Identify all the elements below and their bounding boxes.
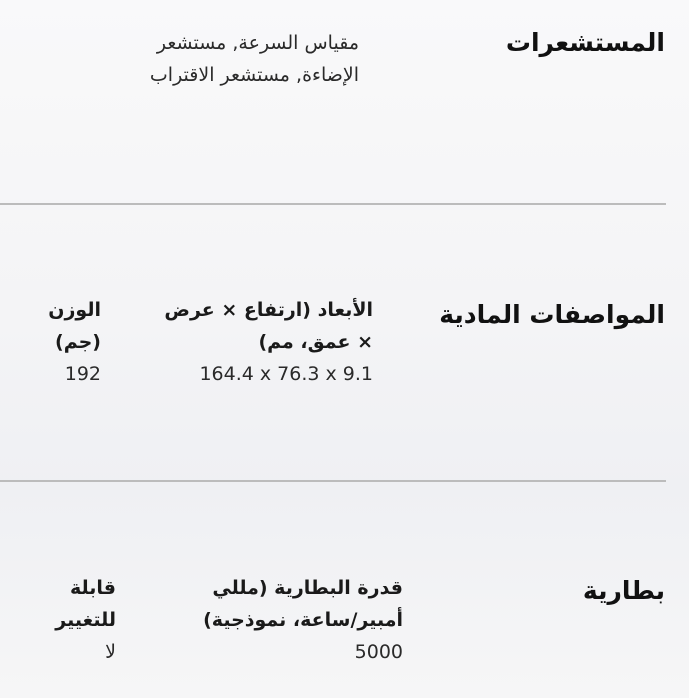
dimensions-value: 164.4 x 76.3 x 9.1 (199, 363, 373, 385)
sensors-field (144, 27, 359, 91)
weight-field (11, 294, 101, 390)
battery-capacity-label: قدرة البطارية (مللي أمبير/ساعة، نموذجية) (203, 577, 403, 631)
battery-replaceable-field (6, 572, 116, 668)
section-divider (0, 203, 666, 205)
battery-replaceable-value: لا (105, 641, 116, 663)
battery-replaceable-label: قابلة للتغيير (55, 577, 116, 631)
weight-label: الوزن (جم) (48, 299, 101, 353)
sensors-value: مقياس السرعة, مستشعر الإضاءة, مستشعر الاقتراب (149, 32, 359, 86)
battery-capacity-value: 5000 (354, 641, 403, 663)
section-title-physical-specs: المواصفات المادية (439, 300, 665, 329)
section-title-sensors: المستشعرات (505, 28, 665, 57)
dimensions-label: الأبعاد (ارتفاع × عرض × عمق، مم) (164, 299, 373, 353)
dimensions-field (158, 294, 373, 390)
weight-value: 192 (64, 363, 101, 385)
section-divider (0, 480, 666, 482)
battery-capacity-field (183, 572, 403, 668)
section-title-battery: بطارية (582, 576, 665, 605)
